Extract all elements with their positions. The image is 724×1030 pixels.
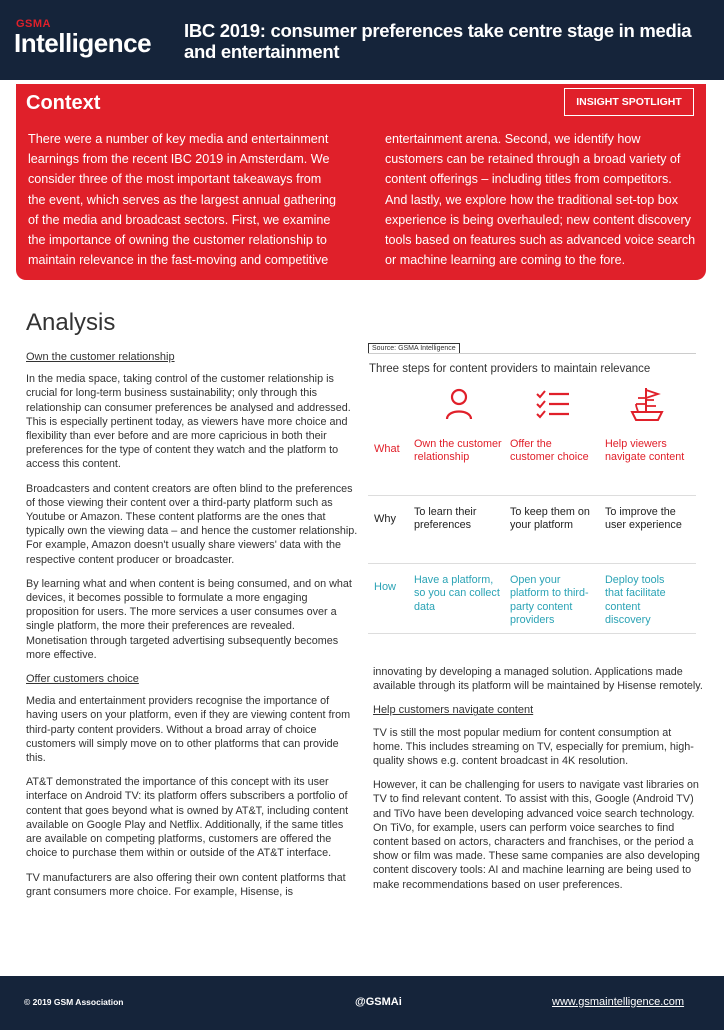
table-cell: Offer the customer choice bbox=[510, 438, 589, 464]
paragraph: By learning what and when content is being consumed, and on what devices, it becomes possible to formulate a more engaging proposition for users. The more services a user consumes over a single platform, the more their preferences are revealed. Monetisation through targeted advertising subsequently becomes more effective. bbox=[26, 577, 352, 661]
chart-source: Source: GSMA Intelligence bbox=[368, 343, 460, 354]
page-footer bbox=[0, 976, 724, 1030]
paragraph: Broadcasters and content creators are often blind to the preferences of those viewing their content over a third-party platform such as Youtube or Amazon. These content platforms are the ones that typically own the viewing data – and hence the customer relationship. For example, Amazon doesn't usually share viewers' data with the respective content producer or broadcaster. bbox=[26, 482, 358, 566]
row-label-how: How bbox=[374, 581, 397, 593]
page-title: IBC 2019: consumer preferences take centre stage in media and entertainment bbox=[184, 20, 692, 62]
table-cell: Have a platform, so you can collect data bbox=[414, 574, 500, 613]
table-cell: Deploy tools that facilitate content discovery bbox=[605, 574, 666, 626]
analysis-heading: Analysis bbox=[26, 309, 116, 336]
table-row bbox=[368, 430, 696, 496]
table-cell: Open your platform to third-party content providers bbox=[510, 574, 589, 626]
table-cell: Help viewers navigate content bbox=[605, 438, 685, 464]
section-heading-offer-choice: Offer customers choice bbox=[26, 673, 139, 686]
context-panel bbox=[16, 84, 706, 280]
table-row bbox=[368, 564, 696, 634]
section-heading-own-relationship: Own the customer relationship bbox=[26, 351, 175, 363]
right-column bbox=[373, 665, 703, 902]
paragraph: innovating by developing a managed solution. Applications made available through its platform will be maintained by Hisense remotely. bbox=[373, 666, 703, 693]
table-cell: To learn their preferences bbox=[414, 506, 477, 532]
context-text: There were a number of key media and entertainment learnings from the recent IBC 2019 in Amsterdam. We consider three of the most important takeaways from the event, which serves as the largest annual gathering of the media and broadcast sectors. First, we examine the importance of owning the customer relationship to maintain relevance in the fast-moving and competitive entertainment arena. Second, we identify how customers can be retained through a broad variety of content offerings – including titles from competitors. And lastly, we explore how the traditional set-top box experience is being overhauled; new content discovery tools based on features such as advanced voice search or machine learning are coming to the fore. bbox=[28, 132, 696, 268]
paragraph: Media and entertainment providers recognise the importance of having users on your platform, even if they are viewing content from third-party content providers. Without a broad array of choice customers will simply move on to other platforms that can provide this. bbox=[26, 695, 351, 765]
paragraph: AT&T demonstrated the importance of this concept with its user interface on Android TV: its platform offers subscribers a portfolio of content that goes beyond what is owned by AT&T, including content available on Google Play and Netflix. Additionally, if the same titles are available on competing platforms, customers are offered the choice to purchase them within or outside of the AT&T interface. bbox=[26, 776, 349, 860]
paragraph: TV is still the most popular medium for content consumption at home. This includes streaming on TV, especially for premium, high-quality shows e.g. content broadcast in 4K resolution. bbox=[373, 726, 694, 768]
logo-gsma: GSMA bbox=[16, 18, 51, 30]
row-label-what: What bbox=[374, 443, 400, 455]
steps-table bbox=[368, 380, 696, 634]
chart-title: Three steps for content providers to maintain relevance bbox=[369, 363, 651, 375]
paragraph: TV manufacturers are also offering their own content platforms that grant consumers more choice. For example, Hisense, is bbox=[26, 871, 346, 898]
logo-intelligence: Intelligence bbox=[14, 28, 152, 58]
left-column bbox=[26, 350, 358, 909]
context-title: Context bbox=[26, 92, 101, 114]
section-heading-navigate-content: Help customers navigate content bbox=[373, 704, 534, 717]
paragraph: However, it can be challenging for users to navigate vast libraries on TV to find relevant content. To assist with this, Google (Android TV) and TiVo have been developing advanced voice search technology. On TiVo, for example, users can perform voice searches to find content based on actors, characters and franchises, or the period a show or film was made. These same companies are also developing content discovery tools: AI and machine learning are being used to make recommendations based on user preferences. bbox=[373, 779, 700, 891]
checklist-icon bbox=[506, 380, 600, 428]
website-link[interactable]: www.gsmaintelligence.com bbox=[552, 996, 685, 1008]
table-cell: Own the customer relationship bbox=[414, 438, 502, 464]
twitter-handle[interactable]: @GSMAi bbox=[355, 996, 402, 1008]
row-label-why: Why bbox=[374, 513, 396, 525]
copyright: © 2019 GSM Association bbox=[24, 997, 124, 1007]
page-header bbox=[0, 0, 724, 80]
divider bbox=[368, 353, 696, 354]
table-cell: To improve the user experience bbox=[605, 506, 682, 532]
insight-spotlight-badge: INSIGHT SPOTLIGHT bbox=[564, 88, 694, 116]
table-row bbox=[368, 496, 696, 564]
paragraph: In the media space, taking control of the customer relationship is crucial for long-term business sustainability; only through this relationship can consumer preferences be analysed and addressed. This is especially pertinent today, as viewers have more choice and flexibility than ever before and are more capricious in both their preferences for the type of content they watch and the platform to access this content. bbox=[26, 373, 351, 471]
ship-icon bbox=[600, 380, 694, 428]
table-cell: To keep them on your platform bbox=[510, 506, 590, 532]
person-icon bbox=[412, 380, 506, 428]
